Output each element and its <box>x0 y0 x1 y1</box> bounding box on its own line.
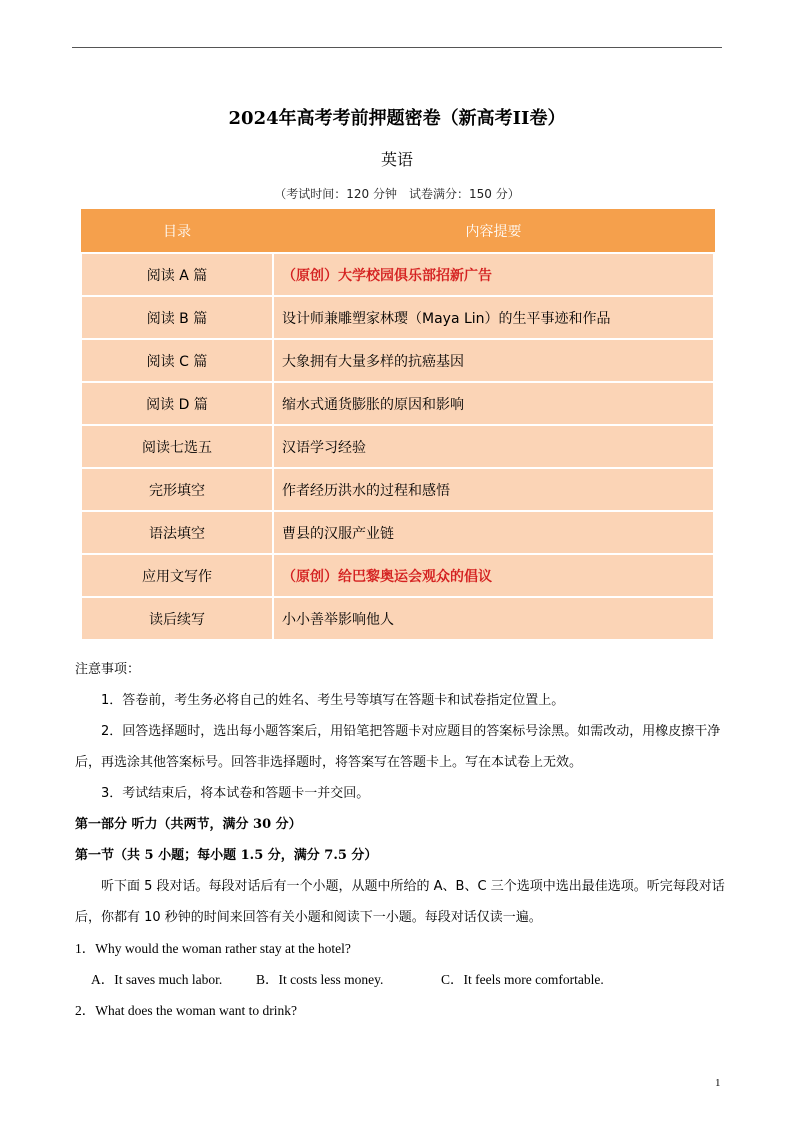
option-c: C．It feels more comfortable. <box>441 972 604 987</box>
table-row <box>81 296 714 339</box>
note-item: 3．考试结束后，将本试卷和答题卡一并交回。 <box>101 786 370 801</box>
table-header-summary: 内容提要 <box>273 210 714 254</box>
table-row <box>81 597 714 640</box>
table-row <box>81 382 714 425</box>
question-stem: 2．What does the woman want to drink? <box>75 1003 297 1018</box>
section-summary: 缩水式通货膨胀的原因和影响 <box>273 382 714 425</box>
section-summary: 大象拥有大量多样的抗癌基因 <box>273 339 714 382</box>
section-summary: 汉语学习经验 <box>273 425 714 468</box>
section-name: 读后续写 <box>81 597 273 640</box>
table-header-contents: 目录 <box>81 210 273 254</box>
notes-section <box>75 654 725 1026</box>
notes-heading: 注意事项： <box>75 662 141 677</box>
table-row <box>81 554 714 597</box>
contents-table <box>80 209 715 641</box>
exam-info: （考试时间：120 分钟 试卷满分：150 分） <box>274 187 520 201</box>
note-item: 1．答卷前，考生务必将自己的姓名、考生号等填写在答题卡和试卷指定位置上。 <box>101 693 565 708</box>
section-summary: （原创）大学校园俱乐部招新广告 <box>273 253 714 296</box>
table-row <box>81 425 714 468</box>
part1-heading: 第一部分 听力（共两节，满分 30 分） <box>75 817 302 832</box>
subject-title: 英语 <box>380 150 413 169</box>
table-header-row <box>81 210 714 254</box>
section-name: 阅读 A 篇 <box>81 253 273 296</box>
note-item: 2．回答选择题时，选出每小题答案后，用铅笔把答题卡对应题目的答案标号涂黑。如需改动，用橡皮擦干净后，再选涂其他答案标号。回答非选择题时，将答案写在答题卡上。写在本试卷上无效。 <box>75 724 721 770</box>
section-name: 语法填空 <box>81 511 273 554</box>
listening-instructions: 听下面 5 段对话。每段对话后有一个小题，从题中所给的 A、B、C 三个选项中选出最佳选项。听完每段对话后，你都有 10 秒钟的时间来回答有关小题和阅读下一小题。每段对话仅读一遍。 <box>75 879 725 925</box>
option-b: B．It costs less money. <box>256 972 384 987</box>
table-row <box>81 339 714 382</box>
section-name: 完形填空 <box>81 468 273 511</box>
section1-heading: 第一节（共 5 小题；每小题 1.5 分，满分 7.5 分） <box>75 848 378 863</box>
section-name: 阅读 B 篇 <box>81 296 273 339</box>
section-name: 阅读 C 篇 <box>81 339 273 382</box>
page-number: 1 <box>715 1077 721 1089</box>
section-summary: 作者经历洪水的过程和感悟 <box>273 468 714 511</box>
section-name: 应用文写作 <box>81 554 273 597</box>
section-summary: 小小善举影响他人 <box>273 597 714 640</box>
section-summary: 设计师兼雕塑家林璎（Maya Lin）的生平事迹和作品 <box>273 296 714 339</box>
page-title: 2024年高考考前押题密卷（新高考II卷） <box>228 108 566 129</box>
table-row <box>81 253 714 296</box>
section-summary: 曹县的汉服产业链 <box>273 511 714 554</box>
table-row <box>81 468 714 511</box>
section-summary: （原创）给巴黎奥运会观众的倡议 <box>273 554 714 597</box>
section-name: 阅读 D 篇 <box>81 382 273 425</box>
option-a: A．It saves much labor. <box>91 972 223 987</box>
question-stem: 1．Why would the woman rather stay at the hotel? <box>75 941 351 956</box>
section-name: 阅读七选五 <box>81 425 273 468</box>
table-row <box>81 511 714 554</box>
top-rule <box>72 47 722 48</box>
question-options <box>75 964 725 995</box>
